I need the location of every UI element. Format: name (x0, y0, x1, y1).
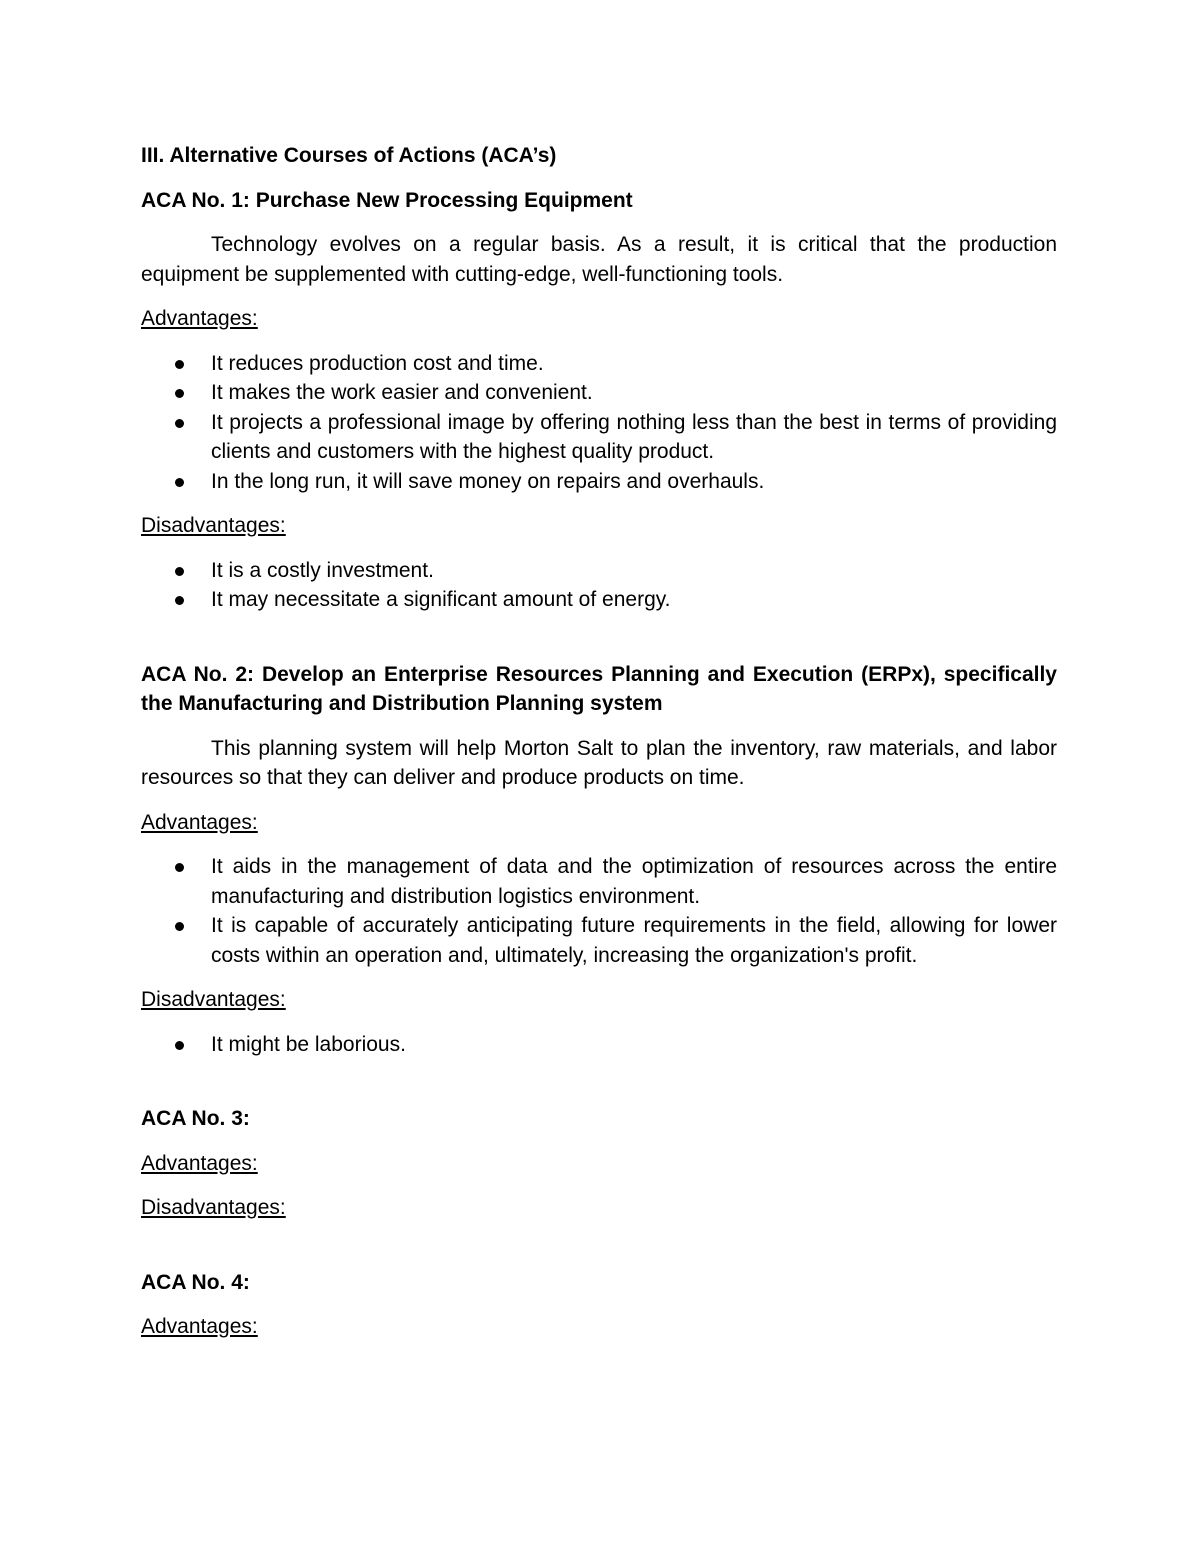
section-title: III. Alternative Courses of Actions (ACA’s) (141, 144, 557, 167)
aca-3-advantages-label: Advantages: (141, 1151, 258, 1175)
aca-2-disadvantages-label: Disadvantages: (141, 988, 286, 1011)
aca-2-advantages-list (141, 852, 1057, 970)
list-item: It might be laborious. (141, 1030, 1057, 1060)
list-item: It makes the work easier and convenient. (141, 378, 1057, 408)
bullet-icon (175, 1041, 184, 1050)
list-item: It reduces production cost and time. (141, 349, 1057, 379)
aca-2-advantages-label: Advantages: (141, 810, 258, 834)
aca-4-advantages-label: Advantages: (141, 1315, 258, 1338)
list-item: In the long run, it will save money on repairs and overhauls. (141, 467, 1057, 497)
bullet-icon (175, 389, 184, 398)
list-item: It may necessitate a significant amount of energy. (141, 585, 1057, 615)
aca-3-disadvantages-label: Disadvantages: (141, 1196, 286, 1219)
bullet-icon (175, 360, 184, 369)
bullet-icon (175, 567, 184, 576)
aca-1-description: Technology evolves on a regular basis. As a result, it is critical that the production equipment be supplemented with cutting-edge, well-functioning tools. (141, 233, 1057, 286)
list-item: It aids in the management of data and the optimization of resources across the entire manufacturing and distribution logistics environment. (141, 852, 1057, 911)
aca-3-heading: ACA No. 3: (141, 1107, 250, 1130)
aca-1-advantages-label: Advantages: (141, 307, 258, 330)
bullet-icon (175, 596, 184, 605)
aca-2-disadvantages-list (141, 1030, 1057, 1060)
aca-2-heading: ACA No. 2: Develop an Enterprise Resources Planning and Execution (ERPx), specifically the Manufacturing and Distribution Planning system (141, 662, 1057, 715)
bullet-icon (175, 478, 184, 487)
bullet-icon (175, 863, 184, 872)
aca-1-heading: ACA No. 1: Purchase New Processing Equipment (141, 188, 633, 212)
aca-1-disadvantages-list (141, 556, 1057, 615)
list-item: It is capable of accurately anticipating future requirements in the field, allowing for lower costs within an operation and, ultimately, increasing the organization's profit. (141, 911, 1057, 970)
aca-1-disadvantages-label: Disadvantages: (141, 514, 286, 537)
bullet-icon (175, 922, 184, 931)
list-item: It projects a professional image by offering nothing less than the best in terms of providing clients and customers with the highest quality product. (141, 408, 1057, 467)
list-item: It is a costly investment. (141, 556, 1057, 586)
document-content (141, 141, 1057, 1357)
aca-1-advantages-list (141, 349, 1057, 497)
aca-4-heading: ACA No. 4: (141, 1270, 250, 1294)
bullet-icon (175, 419, 184, 428)
aca-2-description: This planning system will help Morton Salt to plan the inventory, raw materials, and labor resources so that they can deliver and produce products on time. (141, 736, 1057, 789)
